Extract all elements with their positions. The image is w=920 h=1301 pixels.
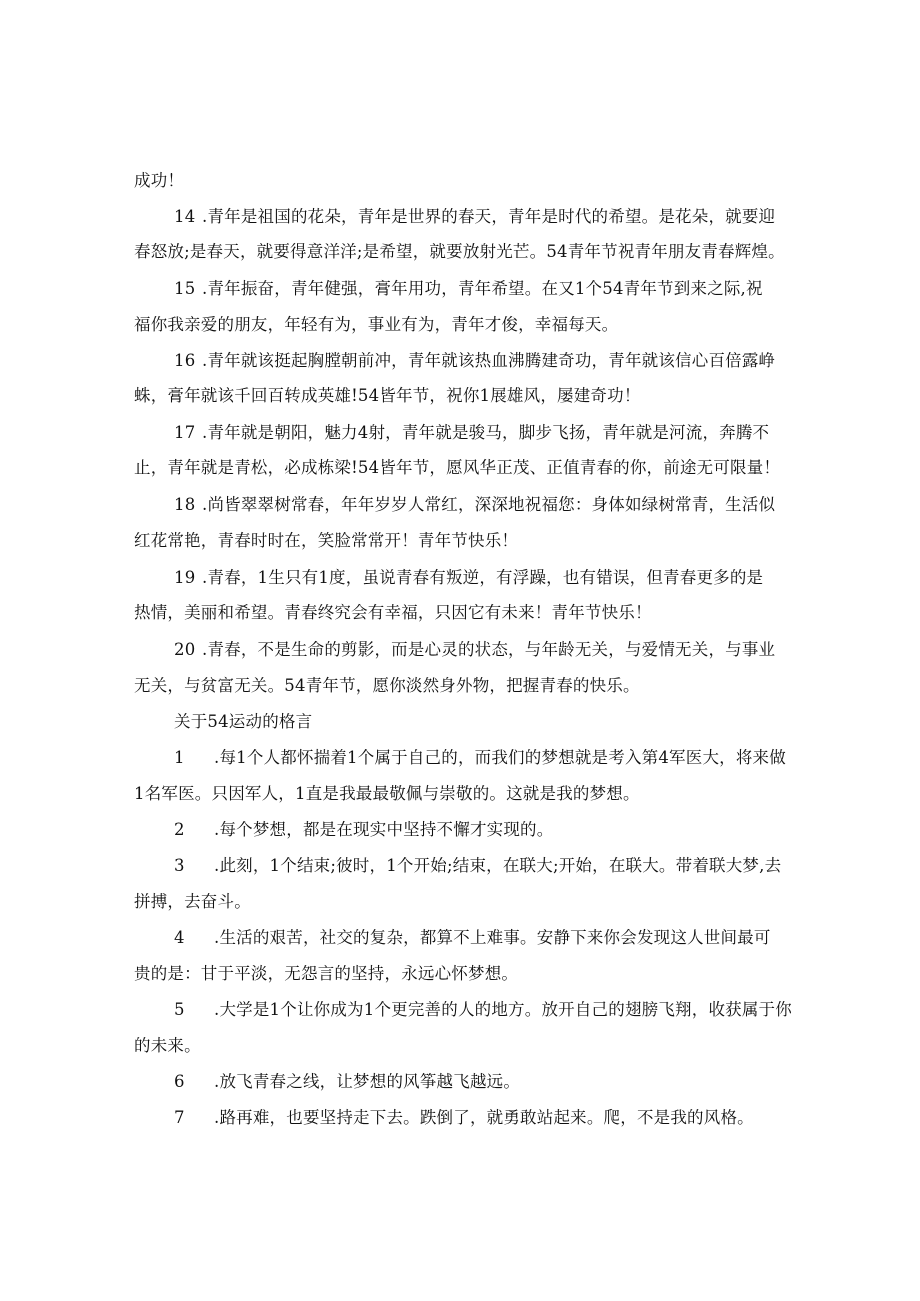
text-line: 16 .青年就该挺起胸膛朝前冲，青年就该热血沸腾建奇功，青年就该信心百倍露峥: [174, 351, 776, 370]
text-line: 贵的是：甘于平淡，无怨言的坚持，永远心怀梦想。: [134, 964, 519, 983]
text-line: 18 .尚皆翠翠树常春，年年岁岁人常红，深深地祝福您：身体如绿树常青，生活似: [174, 495, 776, 514]
text-line: 2 .每个梦想，都是在现实中坚持不懈才实现的。: [174, 820, 554, 839]
text-line: 3 .此刻，1个结束;彼时，1个开始;结束，在联大;开始，在联大。带着联大梦,去: [174, 856, 782, 875]
text-line: 1 .每1个人都怀揣着1个属于自己的，而我们的梦想就是考入第4军医大，将来做: [174, 748, 786, 767]
text-line: 福你我亲爱的朋友，年轻有为，事业有为，青年才俊，幸福每天。: [134, 315, 619, 334]
text-line: 4 .生活的艰苦，社交的复杂，都算不上难事。安静下来你会发现这人世间最可: [174, 928, 771, 947]
text-line: 的未来。: [134, 1036, 201, 1055]
text-line: 红花常艳，青春时时在，笑脸常常开！青年节快乐！: [134, 531, 519, 550]
text-line: 蛛，膏年就该千回百转成英雄!54皆年节，祝你1展雄风，屡建奇功！: [134, 386, 641, 405]
text-line: 19 .青春，1生只有1度，虽说青春有叛逆，有浮躁，也有错误，但青春更多的是: [174, 568, 764, 587]
text-line: 止，青年就是青松，必成栋梁!54皆年节，愿风华正茂、正值青春的你，前途无可限量！: [134, 458, 781, 477]
text-line: 17 .青年就是朝阳，魅力4射，青年就是骏马，脚步飞扬，青年就是河流，奔腾不: [174, 423, 770, 442]
text-line: 14 .青年是祖国的花朵，青年是世界的春天，青年是时代的希望。是花朵，就要迎: [174, 207, 776, 226]
text-line: 成功！: [134, 171, 185, 190]
text-line: 1名军医。只因军人，1直是我最最敬佩与崇敬的。这就是我的梦想。: [134, 784, 640, 803]
text-line: 拼搏，去奋斗。: [134, 892, 251, 911]
text-line: 6 .放飞青春之线，让梦想的风筝越飞越远。: [174, 1072, 521, 1091]
text-line: 15 .青年振奋，青年健强，膏年用功，青年希望。在又1个54青年节到来之际,祝: [174, 279, 763, 298]
text-line: 5 .大学是1个让你成为1个更完善的人的地方。放开自己的翅膀飞翔，收获属于你: [174, 1000, 792, 1019]
text-line: 7 .路再难，也要坚持走下去。跌倒了，就勇敢站起来。爬，不是我的风格。: [174, 1108, 754, 1127]
text-line: 20 .青春，不是生命的剪影，而是心灵的状态，与年龄无关，与爱情无关，与事业: [174, 640, 776, 659]
text-line: 春怒放;是春天，就要得意洋洋;是希望，就要放射光芒。54青年节祝青年朋友青春辉煌。: [134, 242, 785, 261]
text-line: 热情，美丽和希望。青春终究会有幸福，只因它有未来！青年节快乐！: [134, 603, 652, 622]
section-heading: 关于54运动的格言: [174, 712, 313, 731]
text-line: 无关，与贫富无关。54青年节，愿你淡然身外物，把握青春的快乐。: [134, 676, 640, 695]
